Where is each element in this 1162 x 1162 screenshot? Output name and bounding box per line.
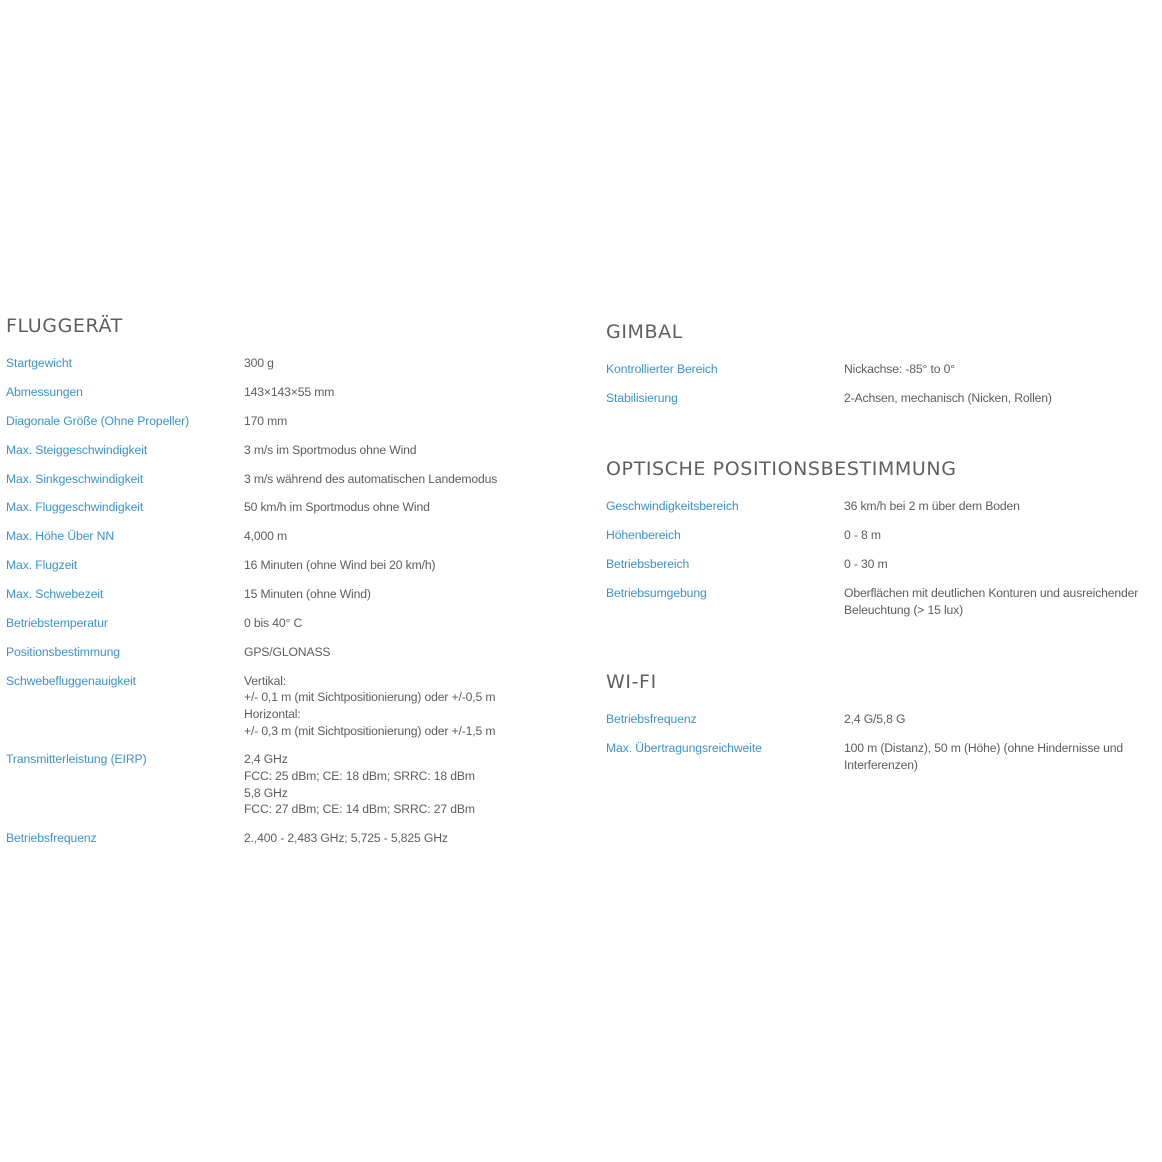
spec-label: Stabilisierung [606, 390, 678, 405]
spec-value-line: 170 mm [244, 413, 288, 428]
spec-label: Betriebsumgebung [606, 586, 707, 601]
spec-value [244, 644, 330, 661]
spec-value [244, 830, 448, 847]
section-gimbal [606, 320, 1162, 406]
spec-value-line: 100 m (Distanz), 50 m (Höhe) (ohne Hindernisse und [844, 741, 1124, 756]
spec-label: Max. Sinkgeschwindigkeit [6, 471, 144, 486]
spec-label: Betriebsbereich [606, 557, 690, 572]
spec-value [244, 557, 435, 574]
spec-value [844, 711, 1162, 728]
spec-value [244, 471, 497, 488]
spec-value-line: +/- 0,3 m (mit Sichtpositionierung) oder +/-1,5 m [244, 723, 496, 738]
spec-row [6, 830, 566, 847]
spec-label: Diagonale Größe (Ohne Propeller) [6, 413, 190, 428]
spec-value [244, 586, 371, 603]
section-optische-positionsbestimmung [606, 457, 1162, 618]
spec-row [6, 442, 566, 459]
right-column [606, 320, 1162, 786]
spec-list-gimbal [606, 361, 1162, 406]
spec-value [844, 740, 1162, 773]
spec-value-line: Vertikal: [244, 673, 287, 688]
spec-label: Startgewicht [6, 356, 72, 370]
section-title-wifi: WI-FI [606, 671, 657, 694]
spec-value [844, 361, 1162, 378]
spec-list-optisch [606, 498, 1162, 618]
spec-label: Max. Flugzeit [6, 558, 78, 573]
spec-row [6, 615, 566, 632]
spec-value [844, 498, 1162, 515]
spec-list-wifi [606, 711, 1162, 773]
spec-row [6, 413, 566, 430]
spec-value-line: GPS/GLONASS [244, 644, 331, 659]
spec-value [244, 528, 287, 545]
spec-value-line: 143×143×55 mm [244, 384, 335, 399]
spec-label: Max. Übertragungsreichweite [606, 741, 762, 756]
section-title-fluggeraet: FLUGGERÄT [6, 315, 123, 337]
spec-value [244, 499, 430, 516]
spec-value [844, 585, 1162, 618]
spec-row [606, 527, 1162, 544]
spec-value-line: Beleuchtung (> 15 lux) [844, 602, 963, 617]
section-wifi [606, 670, 1162, 773]
spec-label: Max. Höhe Über NN [6, 529, 115, 544]
left-column [6, 314, 566, 859]
spec-row [6, 471, 566, 488]
spec-label: Schwebefluggenauigkeit [6, 673, 136, 688]
spec-value-line: +/- 0,1 m (mit Sichtpositionierung) oder +/-0,5 m [244, 690, 496, 705]
spec-value-line: 2,4 G/5,8 G [844, 712, 906, 727]
spec-row [6, 673, 566, 739]
spec-value-line: FCC: 27 dBm; CE: 14 dBm; SRRC: 27 dBm [244, 802, 475, 817]
spec-value-line: 0 - 8 m [844, 528, 881, 543]
spec-label: Betriebsfrequenz [6, 831, 97, 846]
spec-label: Max. Schwebezeit [6, 587, 104, 602]
spec-label: Betriebsfrequenz [606, 712, 697, 727]
spec-value-line: 16 Minuten (ohne Wind bei 20 km/h) [244, 558, 436, 573]
spec-label: Max. Fluggeschwindigkeit [6, 500, 144, 515]
spec-value-line: 2,4 GHz [244, 752, 288, 767]
spec-label: Geschwindigkeitsbereich [606, 499, 739, 514]
spec-value [244, 413, 287, 430]
spec-label: Positionsbestimmung [6, 644, 120, 659]
spec-row [6, 586, 566, 603]
spec-value [244, 355, 274, 372]
spec-row [606, 361, 1162, 378]
spec-value [244, 751, 475, 817]
spec-row [6, 355, 566, 372]
spec-label: Transmitterleistung (EIRP) [6, 752, 147, 767]
spec-value [244, 442, 416, 459]
spec-value-line: 2.,400 - 2,483 GHz; 5,725 - 5,825 GHz [244, 831, 448, 846]
spec-value-line: Oberflächen mit deutlichen Konturen und ausreichender [844, 586, 1139, 601]
spec-row [606, 390, 1162, 407]
spec-value-line: 4,000 m [244, 529, 287, 544]
spec-value-line: Interferenzen) [844, 757, 918, 772]
spec-value-line: 36 km/h bei 2 m über dem Boden [844, 499, 1020, 514]
spec-row [6, 751, 566, 817]
spec-value-line: Nickachse: -85° to 0° [844, 362, 955, 376]
spec-value-line: 2-Achsen, mechanisch (Nicken, Rollen) [844, 390, 1052, 405]
spec-row [606, 498, 1162, 515]
spec-value [844, 527, 1162, 544]
spec-value-line: 50 km/h im Sportmodus ohne Wind [244, 500, 430, 515]
spec-value-line: FCC: 25 dBm; CE: 18 dBm; SRRC: 18 dBm [244, 769, 475, 784]
spec-value-line: 5,8 GHz [244, 785, 288, 800]
spec-label: Max. Steiggeschwindigkeit [6, 442, 148, 457]
spec-value [244, 615, 302, 632]
spec-row [606, 711, 1162, 728]
spec-value-line: 0 bis 40° C [244, 616, 303, 631]
spec-value-line: 3 m/s im Sportmodus ohne Wind [244, 442, 417, 457]
spec-row [6, 644, 566, 661]
section-title-gimbal: GIMBAL [606, 321, 683, 343]
section-fluggeraet [6, 314, 566, 847]
spec-value-line: Horizontal: [244, 706, 301, 721]
spec-value-line: 15 Minuten (ohne Wind) [244, 587, 371, 602]
spec-row [6, 528, 566, 545]
spec-value-line: 300 g [244, 356, 274, 370]
spec-value [244, 673, 495, 739]
section-title-optisch: OPTISCHE POSITIONSBESTIMMUNG [606, 458, 957, 481]
spec-label: Betriebstemperatur [6, 616, 108, 631]
spec-value [844, 556, 1162, 573]
spec-row [6, 384, 566, 401]
spec-label: Abmessungen [6, 384, 83, 399]
spec-label: Kontrollierter Bereich [606, 362, 718, 376]
spec-label: Höhenbereich [606, 528, 681, 543]
spec-row [606, 740, 1162, 773]
spec-row [6, 499, 566, 516]
spec-row [606, 585, 1162, 618]
spec-value [844, 390, 1162, 407]
spec-value [244, 384, 334, 401]
spec-value-line: 3 m/s während des automatischen Landemodus [244, 471, 498, 486]
spec-row [606, 556, 1162, 573]
spec-value-line: 0 - 30 m [844, 557, 888, 572]
spec-row [6, 557, 566, 574]
spec-list-fluggeraet [6, 355, 566, 847]
